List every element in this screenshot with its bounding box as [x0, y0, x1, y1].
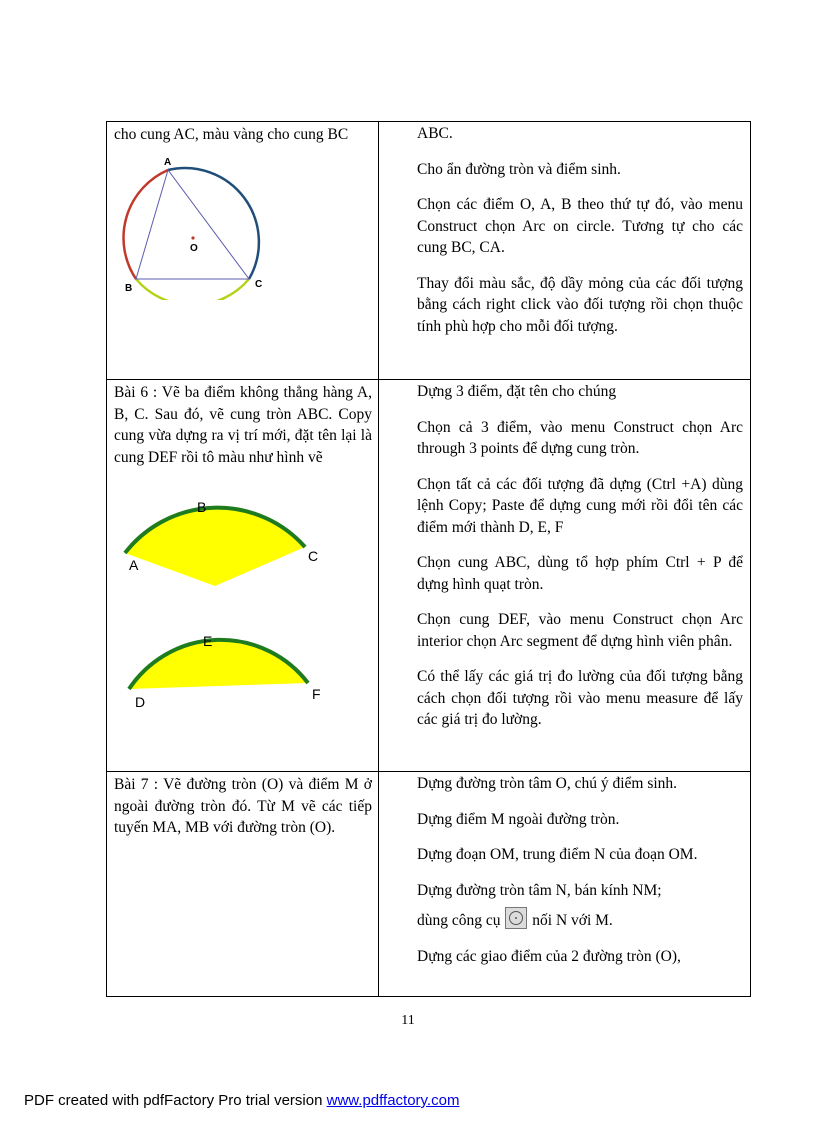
label-e: E	[203, 633, 213, 649]
row2-step: Dựng 3 điểm, đặt tên cho chúng	[417, 383, 617, 400]
sector-segment-figure	[107, 470, 377, 720]
label-o: O	[190, 242, 198, 254]
row1-left-cell	[107, 122, 379, 380]
row3-step: Dựng các giao điểm của 2 đường tròn (O),	[417, 947, 681, 965]
row3-step: Dựng đường tròn tâm O, chú ý điểm sinh.	[417, 775, 678, 792]
row1-step: Cho ẩn đường tròn và điểm sinh.	[417, 160, 621, 178]
row2-left-cell	[107, 380, 379, 772]
segment-def	[129, 640, 308, 689]
row1-step: Chọn các điểm O, A, B theo thứ tự đó, vào menu Construct chọn Arc on circle. Tương tự cho các cung BC, CA.	[417, 196, 743, 256]
arc-ab	[124, 170, 168, 279]
row2-step: Chọn cung DEF, vào menu Construct chọn Arc interior chọn Arc segment để dựng hình viên phân.	[417, 611, 743, 650]
label-b: B	[125, 282, 133, 294]
row2-step: Chọn tất cả các đối tượng đã dựng (Ctrl +A) dùng lệnh Copy; Paste để dựng cung mới rồi đổi tên các điểm mới thành D, E, F	[417, 475, 743, 536]
arc-ac	[168, 168, 259, 279]
circle-triangle-figure	[107, 150, 377, 300]
tool-line-after: nối N với M.	[532, 912, 613, 929]
footer-link[interactable]: www.pdffactory.com	[326, 1092, 460, 1109]
row1-right-cell	[379, 122, 751, 380]
row3-left-cell	[107, 772, 379, 997]
label-d: D	[135, 694, 146, 710]
content-table	[106, 121, 751, 997]
row2-step: Chọn cung ABC, dùng tổ hợp phím Ctrl + P để dựng hình quạt tròn.	[417, 554, 743, 593]
label-a: A	[164, 156, 172, 168]
label-c: C	[308, 548, 319, 564]
footer-text: PDF created with pdfFactory Pro trial version	[24, 1092, 327, 1109]
pdf-footer	[24, 1092, 459, 1109]
label-a: A	[129, 557, 139, 573]
row3-step: Dựng điểm M ngoài đường tròn.	[417, 810, 620, 828]
row1-left-text: cho cung AC, màu vàng cho cung BC	[114, 126, 349, 143]
arc-bc	[136, 279, 249, 300]
center-point	[191, 236, 194, 239]
row3-tool-line	[417, 907, 743, 932]
table-row	[107, 380, 751, 772]
row1-step: ABC.	[417, 125, 453, 142]
row2-left-text: Bài 6 : Vẽ ba điểm không thẳng hàng A, B, C. Sau đó, vẽ cung tròn ABC. Copy cung vừa dựng ra vị trí mới, đặt tên lại là cung DEF rồi tô màu như hình vẽ	[114, 384, 372, 466]
row3-left-text: Bài 7 : Vẽ đường tròn (O) và điểm M ở ngoài đường tròn đó. Từ M vẽ các tiếp tuyến MA, MB với đường tròn (O).	[114, 776, 372, 836]
label-b: B	[197, 499, 207, 515]
tool-line-before: dùng công cụ	[417, 912, 501, 929]
row3-step: Dựng đường tròn tâm N, bán kính NM;	[417, 881, 662, 899]
table-row	[107, 122, 751, 380]
row2-step: Chọn cả 3 điểm, vào menu Construct chọn Arc through 3 points để dựng cung tròn.	[417, 418, 743, 457]
compass-tool-icon	[505, 907, 527, 929]
sector-abc	[125, 508, 305, 586]
row2-step: Có thể lấy các giá trị đo lường của đối tượng bằng cách chọn đối tượng rồi vào menu measure để lấy các giá trị đo lường.	[417, 668, 743, 728]
row3-step: Dựng đoạn OM, trung điểm N của đoạn OM.	[417, 846, 698, 863]
label-f: F	[312, 686, 321, 702]
table-row	[107, 772, 751, 997]
row1-step: Thay đổi màu sắc, độ dầy mỏng của các đối tượng bằng cách right click vào đối tượng rồi chọn thuộc tính phù hợp cho mỗi đối tượng.	[417, 274, 743, 335]
row3-right-cell	[379, 772, 751, 997]
page-number: 11	[401, 1013, 415, 1028]
label-c: C	[255, 278, 263, 290]
row2-right-cell	[379, 380, 751, 772]
